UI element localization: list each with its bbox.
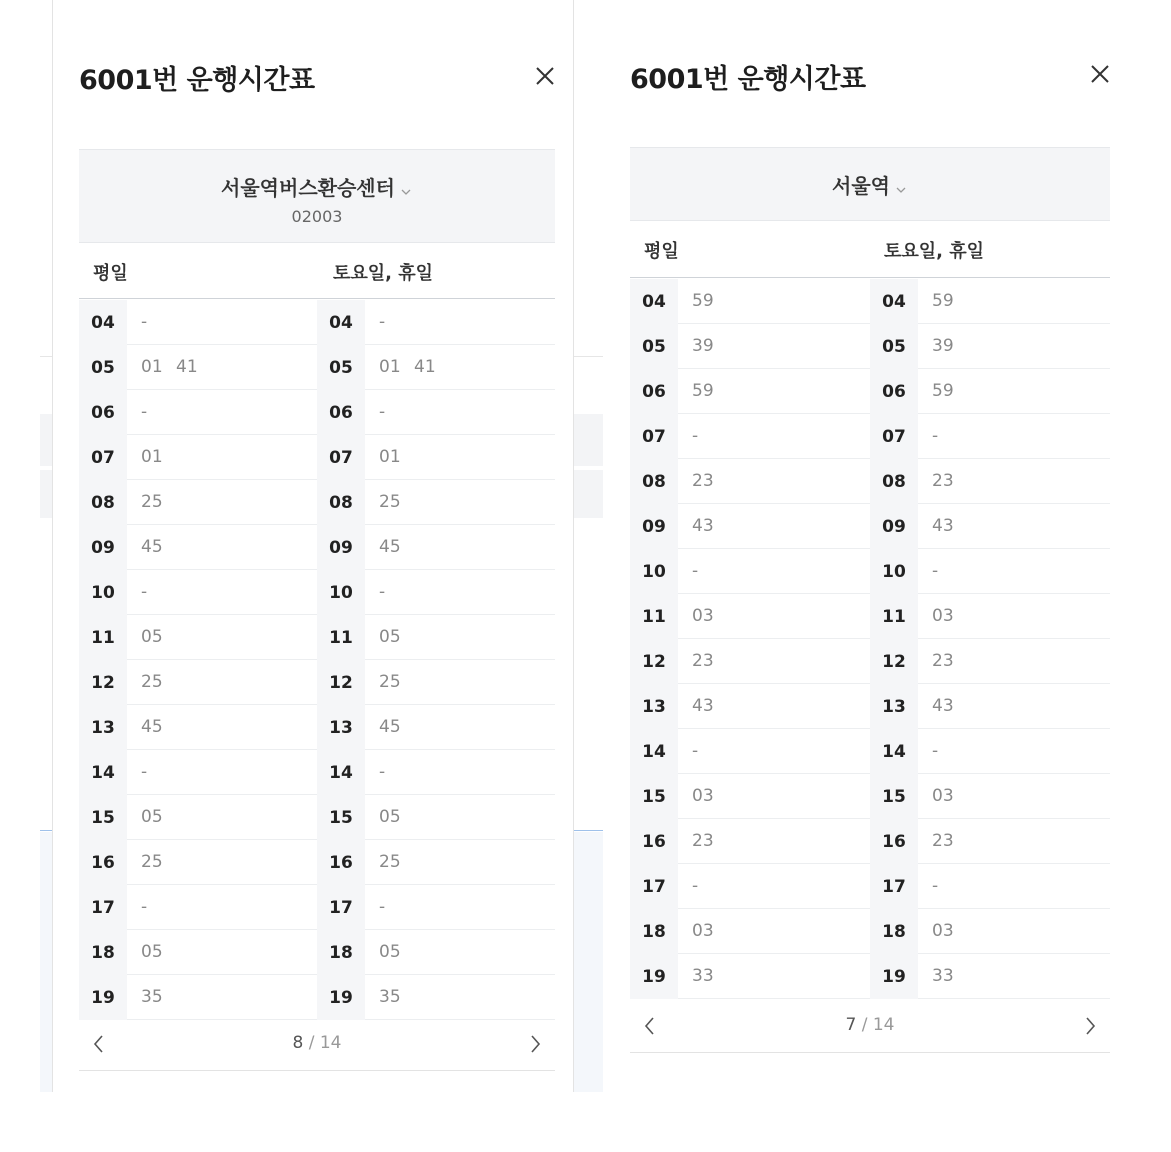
hour-cell: 11 [317, 615, 365, 660]
panel-title: 6001번 운행시간표 [79, 65, 315, 96]
table-row [630, 324, 870, 369]
table-row [870, 819, 1110, 864]
weekday-minutes-cell: - [678, 414, 870, 459]
hour-cell: 06 [870, 369, 918, 414]
weekend-minutes-cell: - [365, 750, 555, 795]
table-row [630, 594, 870, 639]
table-row [317, 750, 555, 795]
hour-cell: 17 [630, 864, 678, 909]
weekend-minutes-cell: 45 [365, 525, 555, 570]
table-row [630, 639, 870, 684]
hour-cell: 10 [870, 549, 918, 594]
hour-cell: 04 [870, 279, 918, 324]
hour-cell: 07 [870, 414, 918, 459]
weekend-minutes-cell: 03 [918, 774, 1110, 819]
weekday-minutes-cell: 39 [678, 324, 870, 369]
stop-name-dropdown[interactable] [832, 170, 908, 199]
table-row [317, 885, 555, 930]
hour-cell: 04 [630, 279, 678, 324]
weekday-header: 평일 [644, 241, 679, 262]
table-row [630, 729, 870, 774]
weekday-minutes-cell: 05 [127, 615, 317, 660]
table-row [79, 885, 317, 930]
hour-cell: 08 [630, 459, 678, 504]
hour-cell: 11 [630, 594, 678, 639]
table-row [79, 390, 317, 435]
hour-cell: 16 [317, 840, 365, 885]
weekend-minutes-cell: 05 [365, 930, 555, 975]
table-row [79, 930, 317, 975]
table-row [630, 819, 870, 864]
hour-cell: 08 [79, 480, 127, 525]
table-row [79, 435, 317, 480]
weekend-minutes-cell: - [918, 864, 1110, 909]
background-divider [40, 830, 52, 831]
table-row [79, 660, 317, 705]
weekend-minutes-cell: 01 [365, 435, 555, 480]
hour-cell: 15 [870, 774, 918, 819]
hour-cell: 09 [79, 525, 127, 570]
weekday-minutes-cell: 45 [127, 705, 317, 750]
table-row [79, 975, 317, 1020]
hour-cell: 14 [630, 729, 678, 774]
table-row [870, 684, 1110, 729]
table-row [870, 774, 1110, 819]
hour-cell: 12 [870, 639, 918, 684]
hour-cell: 14 [79, 750, 127, 795]
weekday-minutes-cell: 01 [127, 435, 317, 480]
weekday-minutes-cell: - [127, 300, 317, 345]
hour-cell: 12 [630, 639, 678, 684]
hour-cell: 05 [630, 324, 678, 369]
page-current: 8 [292, 1033, 304, 1053]
weekend-minutes-cell: 03 [918, 594, 1110, 639]
stop-name: 서울역 [832, 174, 890, 198]
table-row [317, 480, 555, 525]
chevron-down-icon [894, 178, 908, 192]
hour-cell: 12 [317, 660, 365, 705]
table-row [79, 795, 317, 840]
weekend-minutes-cell: 05 [365, 615, 555, 660]
table-row [79, 615, 317, 660]
hour-cell: 14 [870, 729, 918, 774]
hour-cell: 16 [630, 819, 678, 864]
table-row [630, 864, 870, 909]
hour-cell: 09 [317, 525, 365, 570]
weekday-minutes-cell: 05 [127, 795, 317, 840]
hour-cell: 13 [630, 684, 678, 729]
header-divider [630, 277, 1110, 278]
weekday-minutes-cell: - [127, 570, 317, 615]
weekday-minutes-cell: 23 [678, 819, 870, 864]
stop-id: 02003 [291, 207, 343, 226]
weekend-minutes-cell: 01 41 [365, 345, 555, 390]
weekend-minutes-cell: 43 [918, 684, 1110, 729]
weekday-minutes-cell: - [678, 549, 870, 594]
hour-cell: 18 [317, 930, 365, 975]
weekend-minutes-cell: - [365, 390, 555, 435]
hour-cell: 11 [79, 615, 127, 660]
weekend-header: 토요일, 휴일 [884, 241, 985, 262]
weekend-minutes-cell: - [918, 414, 1110, 459]
timetable-rows [79, 300, 555, 1020]
weekday-minutes-cell: 35 [127, 975, 317, 1020]
weekend-minutes-cell: 25 [365, 660, 555, 705]
panel-title: 6001번 운행시간표 [630, 64, 866, 95]
table-row [870, 909, 1110, 954]
table-row [79, 525, 317, 570]
hour-cell: 13 [870, 684, 918, 729]
weekend-minutes-cell: - [365, 300, 555, 345]
page-total: 14 [872, 1015, 895, 1035]
background-block [573, 832, 603, 1092]
hour-cell: 05 [317, 345, 365, 390]
hour-cell: 18 [79, 930, 127, 975]
table-row [630, 549, 870, 594]
background-block [40, 832, 52, 1092]
table-row [630, 954, 870, 999]
weekday-minutes-cell: - [678, 864, 870, 909]
stop-selector[interactable] [630, 147, 1110, 221]
hour-cell: 10 [317, 570, 365, 615]
table-row [870, 729, 1110, 774]
table-row [79, 480, 317, 525]
hour-cell: 06 [79, 390, 127, 435]
table-row [317, 300, 555, 345]
hour-cell: 07 [630, 414, 678, 459]
chevron-right-icon[interactable] [525, 1032, 545, 1056]
hour-cell: 07 [79, 435, 127, 480]
table-row [630, 774, 870, 819]
table-row [317, 435, 555, 480]
hour-cell: 15 [317, 795, 365, 840]
table-row [317, 660, 555, 705]
hour-cell: 19 [630, 954, 678, 999]
table-row [317, 570, 555, 615]
weekend-minutes-cell: 23 [918, 459, 1110, 504]
chevron-right-icon[interactable] [1080, 1014, 1100, 1038]
hour-cell: 13 [79, 705, 127, 750]
weekday-minutes-cell: 59 [678, 279, 870, 324]
hour-cell: 15 [630, 774, 678, 819]
hour-cell: 08 [870, 459, 918, 504]
timetable-panel-left [52, 0, 574, 1092]
hour-cell: 14 [317, 750, 365, 795]
weekend-minutes-cell: 03 [918, 909, 1110, 954]
background-block [573, 414, 603, 466]
background-divider [40, 356, 52, 357]
table-row [630, 279, 870, 324]
hour-cell: 04 [79, 300, 127, 345]
timetable-panel-right [604, 0, 1124, 1092]
table-row [630, 414, 870, 459]
table-row [317, 930, 555, 975]
table-row [870, 504, 1110, 549]
hour-cell: 09 [630, 504, 678, 549]
timetable-rows [630, 279, 1110, 999]
hour-cell: 12 [79, 660, 127, 705]
close-icon[interactable] [533, 64, 557, 88]
hour-cell: 17 [79, 885, 127, 930]
table-row [317, 615, 555, 660]
table-row [630, 459, 870, 504]
weekday-minutes-cell: - [127, 750, 317, 795]
chevron-down-icon [399, 180, 413, 194]
table-row [870, 639, 1110, 684]
table-row [317, 525, 555, 570]
hour-cell: 11 [870, 594, 918, 639]
table-row [870, 864, 1110, 909]
hour-cell: 19 [317, 975, 365, 1020]
weekend-minutes-cell: 59 [918, 369, 1110, 414]
weekday-minutes-cell: - [678, 729, 870, 774]
hour-cell: 18 [870, 909, 918, 954]
weekend-minutes-cell: - [918, 729, 1110, 774]
table-row [317, 345, 555, 390]
hour-cell: 10 [79, 570, 127, 615]
table-row [630, 369, 870, 414]
table-row [870, 594, 1110, 639]
weekday-minutes-cell: 33 [678, 954, 870, 999]
stop-selector[interactable] [79, 149, 555, 243]
table-row [870, 279, 1110, 324]
table-row [870, 459, 1110, 504]
weekend-minutes-cell: 05 [365, 795, 555, 840]
table-row [630, 684, 870, 729]
hour-cell: 05 [870, 324, 918, 369]
weekday-minutes-cell: 59 [678, 369, 870, 414]
page-total: 14 [319, 1033, 342, 1053]
hour-cell: 16 [79, 840, 127, 885]
hour-cell: 06 [630, 369, 678, 414]
weekend-minutes-cell: - [918, 549, 1110, 594]
hour-cell: 16 [870, 819, 918, 864]
weekend-minutes-cell: 25 [365, 840, 555, 885]
background-block [40, 414, 52, 466]
hour-cell: 07 [317, 435, 365, 480]
weekday-minutes-cell: 05 [127, 930, 317, 975]
weekday-minutes-cell: 43 [678, 684, 870, 729]
close-icon[interactable] [1088, 62, 1112, 86]
hour-cell: 10 [630, 549, 678, 594]
table-row [317, 795, 555, 840]
hour-cell: 19 [79, 975, 127, 1020]
background-block [40, 470, 52, 518]
weekday-minutes-cell: 45 [127, 525, 317, 570]
weekend-minutes-cell: 39 [918, 324, 1110, 369]
hour-cell: 17 [870, 864, 918, 909]
weekend-minutes-cell: 35 [365, 975, 555, 1020]
table-row [317, 975, 555, 1020]
table-row [630, 909, 870, 954]
table-row [317, 390, 555, 435]
hour-cell: 17 [317, 885, 365, 930]
hour-cell: 09 [870, 504, 918, 549]
weekend-minutes-cell: - [365, 570, 555, 615]
table-row [79, 840, 317, 885]
page-indicator: 7 / 14 [845, 1015, 895, 1035]
weekend-minutes-cell: 45 [365, 705, 555, 750]
table-row [870, 549, 1110, 594]
pagination [79, 1018, 555, 1071]
table-row [79, 750, 317, 795]
hour-cell: 06 [317, 390, 365, 435]
weekend-minutes-cell: 23 [918, 819, 1110, 864]
weekday-minutes-cell: 23 [678, 639, 870, 684]
hour-cell: 15 [79, 795, 127, 840]
weekday-minutes-cell: 25 [127, 480, 317, 525]
page-current: 7 [845, 1015, 857, 1035]
background-divider [573, 830, 603, 831]
weekend-minutes-cell: 23 [918, 639, 1110, 684]
hour-cell: 08 [317, 480, 365, 525]
weekday-minutes-cell: 01 41 [127, 345, 317, 390]
weekend-minutes-cell: 33 [918, 954, 1110, 999]
weekday-header: 평일 [93, 263, 128, 284]
table-row [870, 324, 1110, 369]
weekday-minutes-cell: 03 [678, 909, 870, 954]
hour-cell: 13 [317, 705, 365, 750]
page-indicator: 8 / 14 [292, 1033, 342, 1053]
weekday-minutes-cell: 03 [678, 594, 870, 639]
weekend-header: 토요일, 휴일 [333, 263, 434, 284]
hour-cell: 04 [317, 300, 365, 345]
weekday-minutes-cell: 25 [127, 840, 317, 885]
table-row [630, 504, 870, 549]
weekend-minutes-cell: - [365, 885, 555, 930]
table-row [317, 705, 555, 750]
header-divider [79, 298, 555, 299]
weekday-minutes-cell: 43 [678, 504, 870, 549]
table-row [79, 300, 317, 345]
hour-cell: 05 [79, 345, 127, 390]
table-row [870, 414, 1110, 459]
hour-cell: 18 [630, 909, 678, 954]
weekend-minutes-cell: 25 [365, 480, 555, 525]
weekend-minutes-cell: 59 [918, 279, 1110, 324]
weekend-minutes-cell: 43 [918, 504, 1110, 549]
stop-name-dropdown[interactable] [221, 172, 413, 201]
table-row [79, 345, 317, 390]
table-row [79, 705, 317, 750]
background-divider [573, 356, 603, 357]
table-row [870, 954, 1110, 999]
weekday-minutes-cell: - [127, 885, 317, 930]
pagination [630, 1000, 1110, 1053]
table-row [317, 840, 555, 885]
stop-name: 서울역버스환승센터 [221, 176, 395, 200]
weekday-minutes-cell: 23 [678, 459, 870, 504]
table-row [79, 570, 317, 615]
table-row [870, 369, 1110, 414]
weekday-minutes-cell: 03 [678, 774, 870, 819]
weekday-minutes-cell: - [127, 390, 317, 435]
background-block [573, 470, 603, 518]
hour-cell: 19 [870, 954, 918, 999]
weekday-minutes-cell: 25 [127, 660, 317, 705]
